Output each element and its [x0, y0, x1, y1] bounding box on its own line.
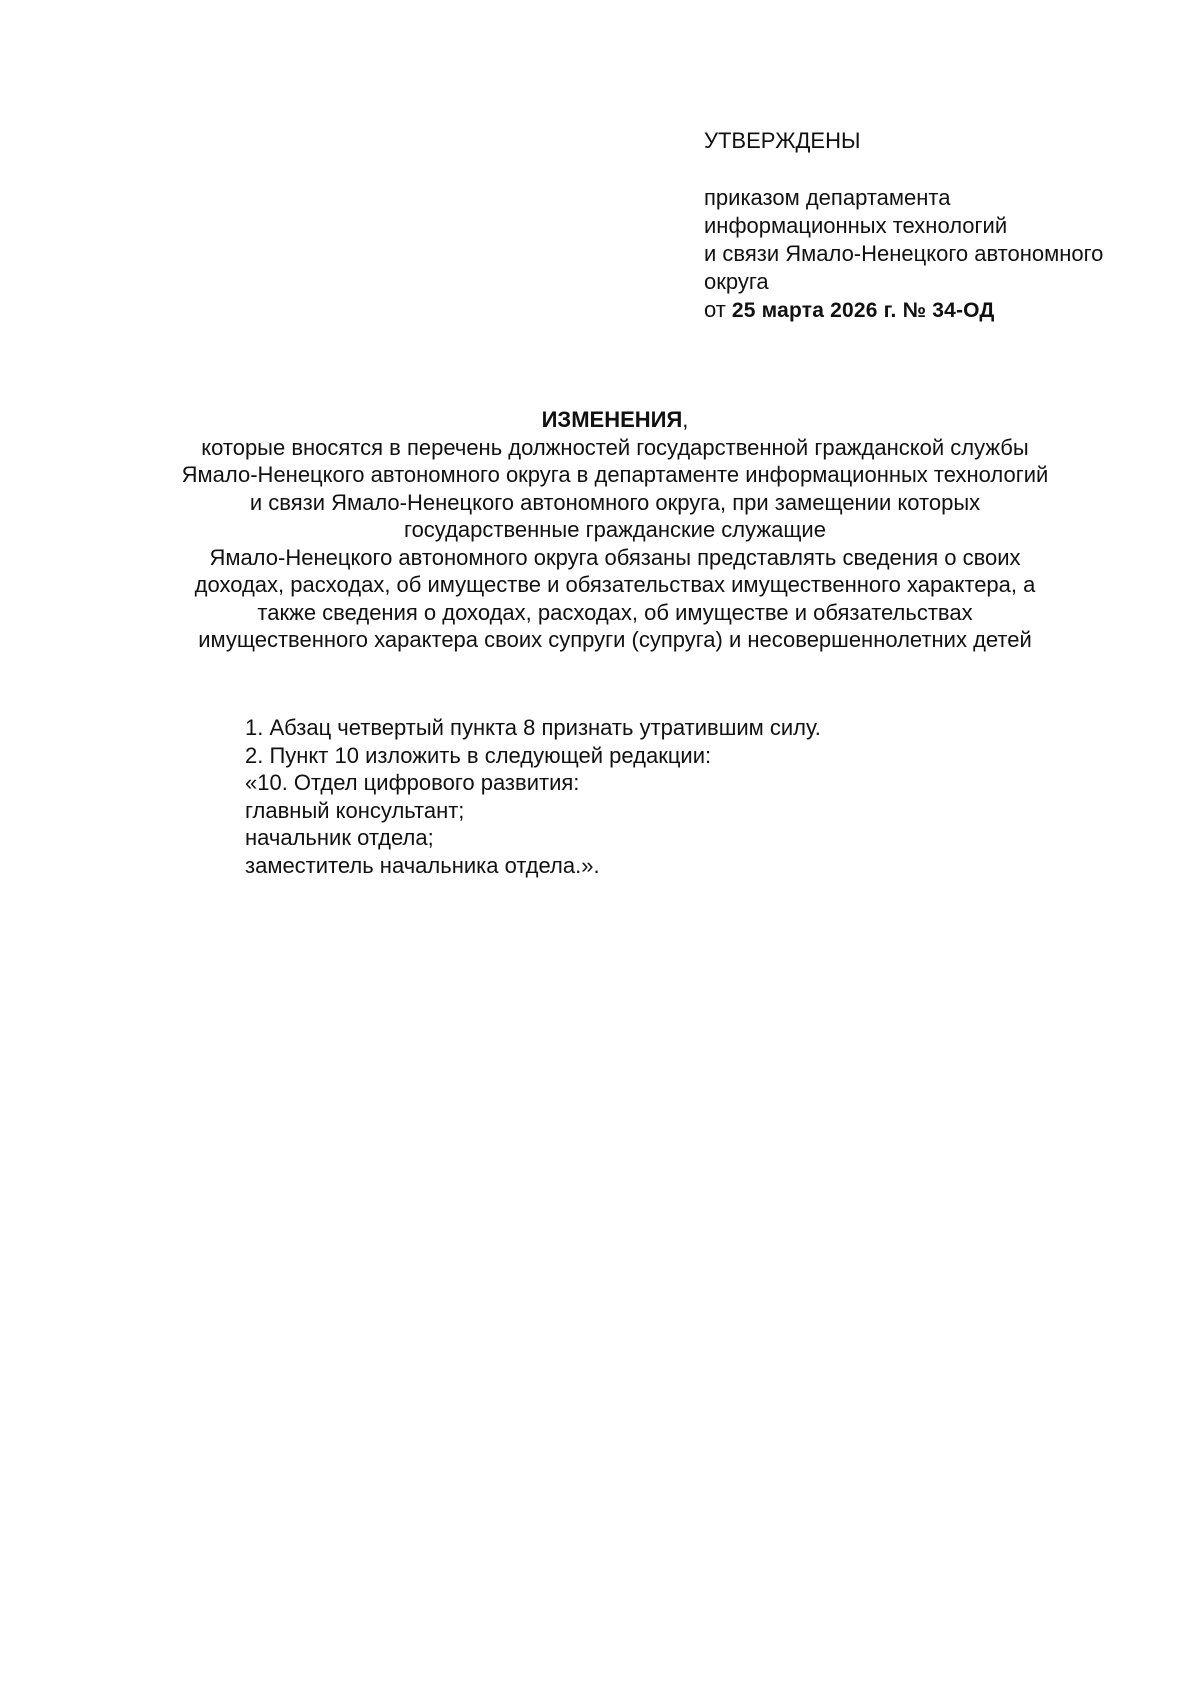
approval-block	[704, 127, 1174, 325]
body-item: 2. Пункт 10 изложить в следующей редакции:	[245, 742, 712, 768]
approval-stamp: УТВЕРЖДЕНЫ	[704, 128, 861, 153]
approval-line: округа	[704, 269, 769, 294]
title-line: которые вносятся в перечень должностей государственной гражданской службы	[201, 434, 1029, 460]
title-line: Ямало-Ненецкого автономного округа в департаменте информационных технологий	[181, 462, 1049, 487]
approval-date-prefix: от	[704, 297, 726, 322]
document-title-block	[150, 406, 1080, 654]
title-line: имущественного характера своих супруги (супруга) и несовершеннолетних детей	[198, 627, 1032, 652]
body-item: заместитель начальника отдела.».	[245, 852, 600, 878]
approval-line: приказом департамента	[704, 185, 951, 210]
title-line: Ямало-Ненецкого автономного округа обязаны представлять сведения о своих	[209, 544, 1021, 570]
approval-line: и связи Ямало-Ненецкого автономного	[704, 241, 1104, 266]
document-heading-text: ИЗМЕНЕНИЯ	[541, 407, 683, 432]
body-item: «10. Отдел цифрового развития:	[245, 770, 580, 795]
title-line: также сведения о доходах, расходах, об имуществе и обязательствах	[257, 599, 973, 625]
title-line: доходах, расходах, об имуществе и обязательствах имущественного характера, а	[194, 572, 1036, 597]
body-item: главный консультант;	[245, 797, 465, 823]
title-line: и связи Ямало-Ненецкого автономного округа, при замещении которых	[249, 489, 981, 515]
approval-date-line	[704, 296, 1174, 325]
approval-date-value: 25 марта 2026 г. № 34-ОД	[731, 299, 995, 322]
approval-line: информационных технологий	[704, 213, 1008, 238]
document-heading-suffix: ,	[682, 407, 689, 432]
document-heading	[150, 406, 1080, 434]
body-item: начальник отдела;	[245, 825, 434, 850]
document-body	[245, 714, 1105, 879]
title-line: государственные гражданские служащие	[404, 517, 826, 542]
body-item: 1. Абзац четвертый пункта 8 признать утратившим силу.	[245, 715, 821, 740]
